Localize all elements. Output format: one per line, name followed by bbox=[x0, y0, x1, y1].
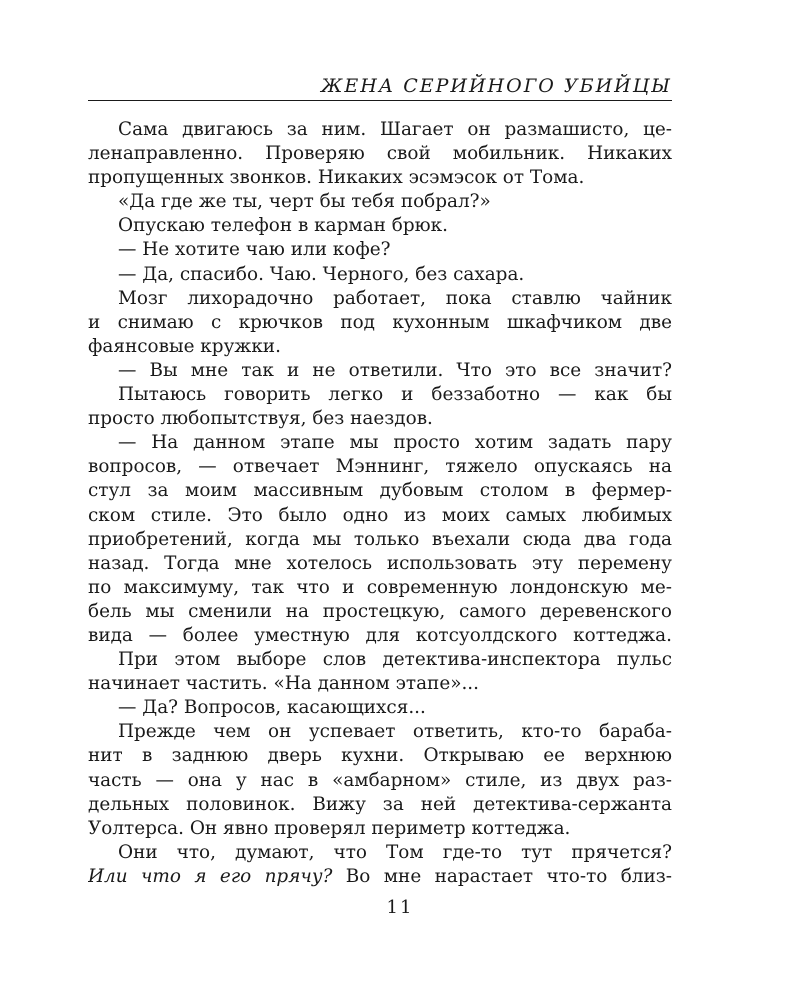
dialogue-line: — Да? Вопросов, касающихся... bbox=[118, 697, 426, 719]
dialogue-line: — Не хотите чаю или кофе? bbox=[118, 239, 391, 261]
dialogue-line: — На данном этапе мы просто хотим задать пару bbox=[118, 432, 672, 454]
text-line: часть — она у нас в «амбарном» стиле, из двух раз- bbox=[88, 769, 672, 791]
running-head: ЖЕНА СЕРИЙНОГО УБИЙЦЫ bbox=[88, 72, 672, 101]
text-line: Пытаюсь говорить легко и беззаботно — как бы bbox=[118, 384, 672, 406]
text-line: Мозг лихорадочно работает, пока ставлю чайник bbox=[118, 287, 672, 309]
page-number: 11 bbox=[386, 897, 414, 918]
body-text bbox=[88, 118, 672, 889]
text-line: Прежде чем он успевает ответить, кто-то бараба- bbox=[118, 721, 672, 743]
text-line: вопросов, — отвечает Мэннинг, тяжело опускаясь на bbox=[88, 456, 672, 478]
text-line: При этом выборе слов детектива-инспектора пульс bbox=[118, 649, 672, 671]
text-line: по максимуму, так что и современную лондонскую ме- bbox=[88, 576, 672, 598]
text-line: ленаправленно. Проверяю свой мобильник. Никаких bbox=[88, 143, 672, 165]
text-line: приобретений, когда мы только въехали сюда два года bbox=[88, 528, 672, 550]
text-fragment: Во мне нарастает что-то близ- bbox=[332, 865, 672, 887]
text-line: пропущенных звонков. Никаких эсэмэсок от Тома. bbox=[88, 167, 585, 189]
text-line: Они что, думают, что Том где-то тут прячется? bbox=[118, 841, 672, 863]
text-line: дельных половинок. Вижу за ней детектива-сержанта bbox=[88, 793, 672, 815]
text-line bbox=[88, 865, 672, 889]
text-line: вида — более уместную для котсуолдского коттеджа. bbox=[88, 624, 672, 646]
italic-phrase: Или что я его прячу? bbox=[88, 865, 333, 887]
text-line: «Да где же ты, черт бы тебя побрал?» bbox=[118, 191, 491, 213]
text-line: и снимаю с крючков под кухонным шкафчиком две bbox=[88, 311, 672, 333]
text-line: Уолтерса. Он явно проверял периметр коттеджа. bbox=[88, 817, 571, 839]
text-line: назад. Тогда мне хотелось использовать эту перемену bbox=[88, 552, 672, 574]
text-line: Сама двигаюсь за ним. Шагает он размашисто, це- bbox=[118, 119, 672, 140]
text-line: нит в заднюю дверь кухни. Открываю ее верхнюю bbox=[88, 745, 672, 767]
text-line: ском стиле. Это было одно из моих самых любимых bbox=[88, 504, 672, 526]
text-line: Опускаю телефон в карман брюк. bbox=[118, 215, 448, 237]
dialogue-line: — Вы мне так и не ответили. Что это все значит? bbox=[118, 359, 672, 381]
text-line: стул за моим массивным дубовым столом в фермер- bbox=[88, 480, 672, 502]
text-line: просто любопытствуя, без наездов. bbox=[88, 408, 433, 430]
text-line: начинает частить. «На данном этапе»... bbox=[88, 673, 479, 695]
text-line: фаянсовые кружки. bbox=[88, 335, 281, 357]
text-line: бель мы сменили на простецкую, самого деревенского bbox=[88, 600, 672, 622]
dialogue-line: — Да, спасибо. Чаю. Черного, без сахара. bbox=[118, 263, 525, 285]
